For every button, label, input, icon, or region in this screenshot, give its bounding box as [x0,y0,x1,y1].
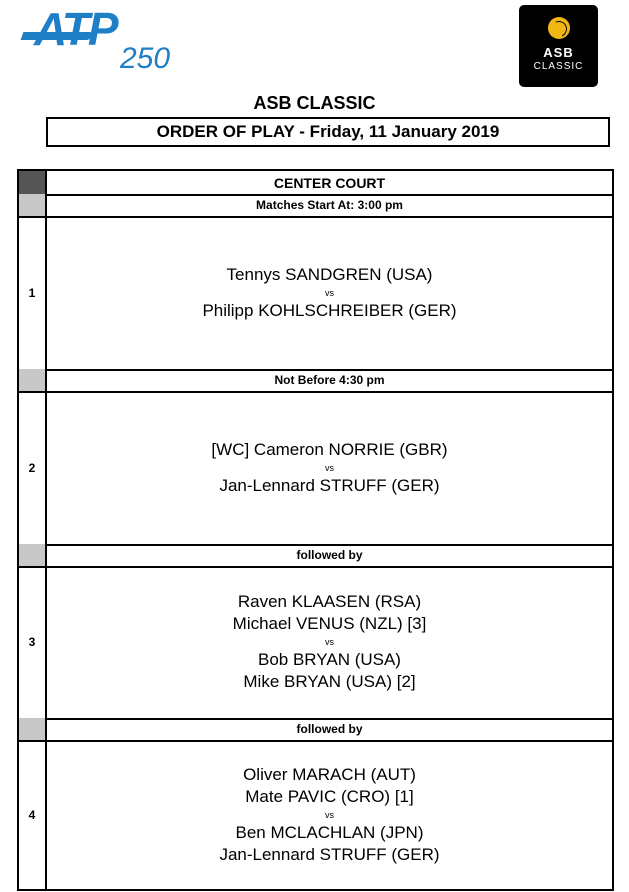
schedule-table [17,169,614,891]
schedule-note: followed by [296,548,363,562]
match-row [19,566,612,720]
player: Jan-Lennard STRUFF (GER) [219,475,440,495]
asb-logo-line2: CLASSIC [533,61,584,72]
court-header-row [19,171,612,196]
player: [WC] Cameron NORRIE (GBR) [211,439,448,459]
player: Jan-Lennard STRUFF (GER) [219,844,440,864]
tennis-ball-icon [548,17,570,39]
match-players [47,391,612,544]
atp-logo-number: 250 [120,42,171,75]
start-time-row [19,194,612,218]
court-name: CENTER COURT [273,174,386,191]
player: Philipp KOHLSCHREIBER (GER) [202,300,457,320]
match-row [19,740,612,889]
note-marker [19,718,47,740]
match-number: 2 [19,391,47,544]
note-marker [19,369,47,391]
order-of-play-title: ORDER OF PLAY - Friday, 11 January 2019 [46,117,610,147]
asb-logo-line1: ASB [543,45,574,60]
schedule-note: followed by [296,722,363,736]
player: Mike BRYAN (USA) [2] [243,672,416,691]
match-row [19,391,612,546]
vs-label: vs [325,637,334,647]
vs-label: vs [325,809,334,820]
match-number: 3 [19,566,47,718]
match-players [47,740,612,889]
vs-label: vs [325,287,334,298]
vs-label: vs [325,462,334,473]
player: Tennys SANDGREN (USA) [226,264,433,284]
match-row [19,216,612,371]
schedule-note: Not Before 4:30 pm [274,373,385,387]
atp-logo-word: ATP [34,3,117,55]
start-time: Matches Start At: 3:00 pm [256,198,403,212]
match-players [47,216,612,369]
schedule-note-row [19,718,612,742]
event-title: ASB CLASSIC [253,93,376,113]
player: Mate PAVIC (CRO) [1] [245,786,414,806]
player: Ben MCLACHLAN (JPN) [235,822,424,842]
player: Oliver MARACH (AUT) [243,764,416,784]
player: Bob BRYAN (USA) [258,650,401,669]
schedule-note-row [19,369,612,393]
court-header-marker [19,171,47,194]
note-marker [19,544,47,566]
schedule-note-row [19,544,612,568]
start-time-marker [19,194,47,216]
atp-250-logo [22,2,182,82]
match-number: 1 [19,216,47,369]
match-number: 4 [19,740,47,889]
player: Michael VENUS (NZL) [3] [232,614,427,633]
match-players [47,566,612,718]
player: Raven KLAASEN (RSA) [237,592,422,611]
asb-classic-logo [519,5,598,87]
